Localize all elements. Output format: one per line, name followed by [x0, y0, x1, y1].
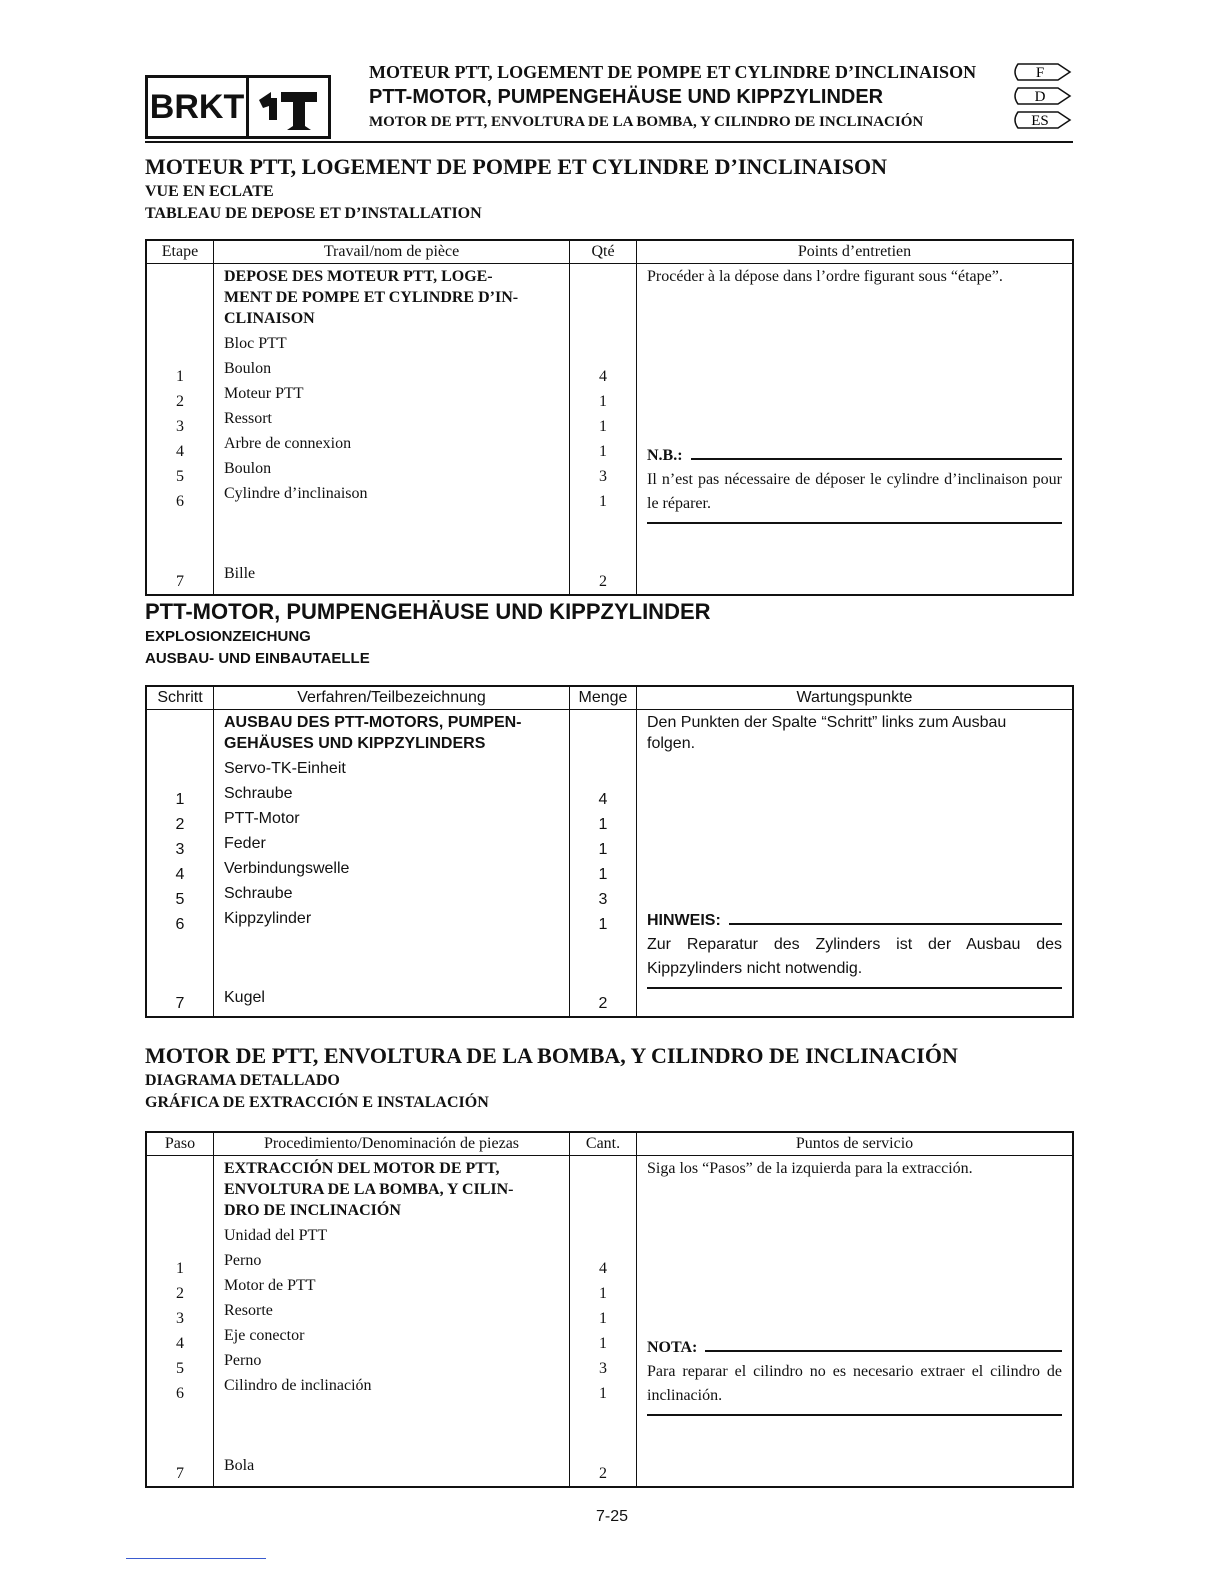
part-name: Motor de PTT — [224, 1277, 316, 1294]
part-name: Cilindro de inclinación — [224, 1377, 372, 1394]
assembly-name: Unidad del PTT — [224, 1227, 328, 1244]
part-name: Perno — [224, 1352, 262, 1369]
svg-text:D: D — [1034, 89, 1046, 105]
note-heading: HINWEIS: — [647, 908, 1072, 933]
subtitle-table-de: AUSBAU- UND EINBAUTAELLE — [145, 650, 370, 667]
part-name: Ressort — [224, 410, 272, 427]
part-name: Schraube — [224, 885, 293, 902]
subtitle-exploded-es: DIAGRAMA DETALLADO — [145, 1072, 340, 1089]
steps-cell: 1 2 3 4 5 6 7 — [146, 264, 214, 596]
part-name: Kippzylinder — [224, 910, 312, 927]
parts-cell — [214, 1156, 570, 1488]
part-name: Kugel — [224, 989, 265, 1006]
svg-text:F: F — [1035, 65, 1045, 81]
notes-cell — [637, 710, 1074, 1018]
col-header-step: Schritt — [146, 686, 214, 710]
subtitle-exploded-fr: VUE EN ECLATE — [145, 183, 274, 200]
subtitle-table-fr: TABLEAU DE DEPOSE ET D’INSTALLATION — [145, 205, 482, 222]
assembly-name: Servo-TK-Einheit — [224, 760, 346, 777]
removal-table-es — [145, 1131, 1074, 1488]
steps-cell: 1 2 3 4 5 6 7 — [146, 1156, 214, 1488]
col-header-part: Travail/nom de pièce — [214, 240, 570, 264]
col-header-qty: Menge — [570, 686, 637, 710]
section-fr — [145, 153, 1075, 225]
footer-rule — [126, 1558, 266, 1559]
section-title-de: PTT-MOTOR, PUMPENGEHÄUSE UND KIPPZYLINDER — [145, 599, 711, 624]
section-title-es: MOTOR DE PTT, ENVOLTURA DE LA BOMBA, Y CILINDRO DE INCLINACIÓN — [145, 1043, 958, 1068]
intro-note: Den Punkten der Spalte “Schritt” links zum Ausbau folgen. — [647, 714, 1007, 752]
part-name: PTT-Motor — [224, 810, 300, 827]
part-name: Bola — [224, 1457, 255, 1474]
note-heading: NOTA: — [647, 1335, 1072, 1360]
part-name: Bille — [224, 565, 256, 582]
procedure-heading: EXTRACCIÓN DEL MOTOR DE PTT, ENVOLTURA DE LA BOMBA, Y CILIN- DRO DE INCLINACIÓN — [224, 1160, 514, 1219]
col-header-step: Etape — [146, 240, 214, 264]
note-text: Zur Reparatur des Zylinders ist der Ausbau des Kippzylinders nicht notwendig. — [647, 936, 1062, 977]
assembly-name: Bloc PTT — [224, 335, 287, 352]
col-header-notes: Points d’entretien — [637, 240, 1074, 264]
col-header-qty: Cant. — [570, 1132, 637, 1156]
part-name: Verbindungswelle — [224, 860, 350, 877]
part-name: Feder — [224, 835, 266, 852]
header-title-es: MOTOR DE PTT, ENVOLTURA DE LA BOMBA, Y CILINDRO DE INCLINACIÓN — [369, 114, 924, 130]
header-rule — [145, 141, 1073, 143]
page-number: 7-25 — [595, 1508, 629, 1525]
bracket-icon — [249, 78, 328, 136]
notes-cell — [637, 1156, 1074, 1488]
col-header-notes: Puntos de servicio — [637, 1132, 1074, 1156]
col-header-part: Verfahren/Teilbezeichnung — [214, 686, 570, 710]
col-header-part: Procedimiento/Denominación de piezas — [214, 1132, 570, 1156]
part-name: Schraube — [224, 785, 293, 802]
note-text: Para reparar el cilindro no es necesario extraer el cilindro de inclinación. — [647, 1363, 1062, 1404]
note-text: Il n’est pas nécessaire de déposer le cylindre d’inclinaison pour le réparer. — [647, 471, 1062, 512]
subtitle-exploded-de: EXPLOSIONZEICHUNG — [145, 628, 311, 645]
notes-cell — [637, 264, 1074, 596]
section-de — [145, 598, 1075, 670]
section-es — [145, 1042, 1075, 1114]
procedure-heading: DEPOSE DES MOTEUR PTT, LOGE- MENT DE POMPE ET CYLINDRE D’IN- CLINAISON — [224, 268, 519, 327]
col-header-notes: Wartungspunkte — [637, 686, 1074, 710]
section-code: BRKT — [148, 78, 249, 136]
lang-es-icon — [1012, 110, 1072, 130]
note-heading: N.B.: — [647, 443, 1072, 468]
part-name: Moteur PTT — [224, 385, 304, 402]
part-name: Perno — [224, 1252, 262, 1269]
header-title-fr: MOTEUR PTT, LOGEMENT DE POMPE ET CYLINDRE D’INCLINAISON — [369, 62, 977, 82]
parts-cell — [214, 710, 570, 1018]
part-name: Boulon — [224, 460, 272, 477]
removal-table-de — [145, 685, 1074, 1018]
col-header-step: Paso — [146, 1132, 214, 1156]
part-name: Arbre de connexion — [224, 435, 352, 452]
parts-cell — [214, 264, 570, 596]
intro-note: Procéder à la dépose dans l’ordre figurant sous “étape”. — [647, 268, 1003, 285]
qty-cell: 4 1 1 1 3 1 2 — [570, 710, 637, 1018]
section-title-fr: MOTEUR PTT, LOGEMENT DE POMPE ET CYLINDRE D’INCLINAISON — [145, 154, 887, 179]
part-name: Eje conector — [224, 1327, 305, 1344]
section-badge — [145, 75, 331, 139]
steps-cell: 1 2 3 4 5 6 7 — [146, 710, 214, 1018]
part-name: Resorte — [224, 1302, 273, 1319]
lang-de-icon — [1012, 86, 1072, 106]
subtitle-table-es: GRÁFICA DE EXTRACCIÓN E INSTALACIÓN — [145, 1094, 489, 1111]
lang-fr-icon — [1012, 62, 1072, 82]
part-name: Cylindre d’inclinaison — [224, 485, 368, 502]
intro-note: Siga los “Pasos” de la izquierda para la extracción. — [647, 1160, 973, 1177]
svg-text:ES: ES — [1031, 113, 1049, 129]
col-header-qty: Qté — [570, 240, 637, 264]
removal-table-fr — [145, 239, 1074, 596]
page-header — [369, 60, 1009, 135]
procedure-heading: AUSBAU DES PTT-MOTORS, PUMPEN- GEHÄUSES UND KIPPZYLINDERS — [224, 714, 522, 752]
part-name: Boulon — [224, 360, 272, 377]
qty-cell: 4 1 1 1 3 1 2 — [570, 264, 637, 596]
header-title-de: PTT-MOTOR, PUMPENGEHÄUSE UND KIPPZYLINDER — [369, 86, 884, 108]
qty-cell: 4 1 1 1 3 1 2 — [570, 1156, 637, 1488]
